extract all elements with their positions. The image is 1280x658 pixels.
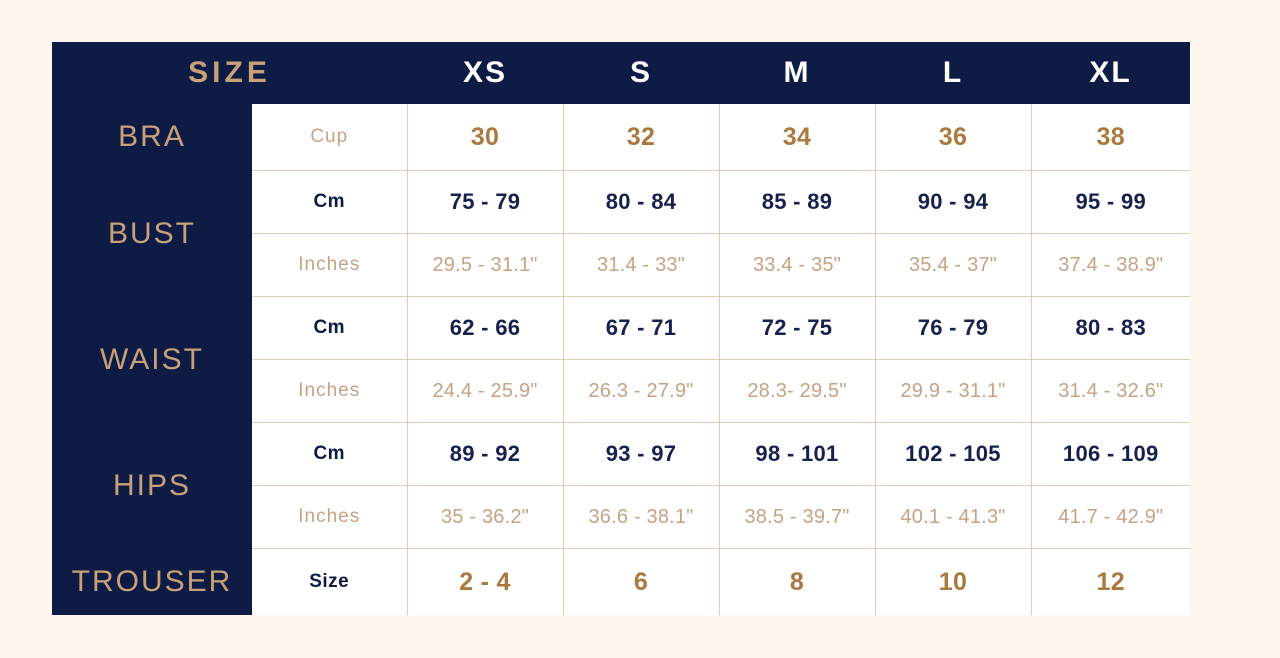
cell-hips-in-xs: 35 - 36.2" [407, 486, 563, 549]
cell-hips-cm-m: 98 - 101 [719, 423, 875, 486]
unit-waist-inches: Inches [252, 360, 407, 423]
unit-bust-inches: Inches [252, 234, 407, 297]
header-col-xl: XL [1031, 42, 1190, 104]
cell-waist-cm-l: 76 - 79 [875, 297, 1031, 360]
table-row-bra [52, 104, 1190, 171]
cell-waist-in-m: 28.3- 29.5" [719, 360, 875, 423]
cell-bust-in-xs: 29.5 - 31.1" [407, 234, 563, 297]
cell-waist-in-s: 26.3 - 27.9" [563, 360, 719, 423]
table-row-trouser [52, 549, 1190, 616]
cell-bra-cup-xl: 38 [1031, 104, 1190, 171]
header-size-label: SIZE [52, 42, 407, 104]
cell-bust-cm-xs: 75 - 79 [407, 171, 563, 234]
cell-trouser-l: 10 [875, 549, 1031, 616]
size-chart-container [52, 42, 1190, 615]
cell-hips-cm-s: 93 - 97 [563, 423, 719, 486]
cell-hips-cm-xs: 89 - 92 [407, 423, 563, 486]
cell-bust-in-m: 33.4 - 35" [719, 234, 875, 297]
row-label-hips: HIPS [52, 423, 252, 549]
cell-waist-in-xs: 24.4 - 25.9" [407, 360, 563, 423]
header-col-xs: XS [407, 42, 563, 104]
cell-waist-in-xl: 31.4 - 32.6" [1031, 360, 1190, 423]
cell-hips-cm-xl: 106 - 109 [1031, 423, 1190, 486]
cell-waist-cm-xl: 80 - 83 [1031, 297, 1190, 360]
cell-bust-in-l: 35.4 - 37" [875, 234, 1031, 297]
cell-hips-in-m: 38.5 - 39.7" [719, 486, 875, 549]
table-header-row [52, 42, 1190, 104]
cell-trouser-xs: 2 - 4 [407, 549, 563, 616]
table-row-waist-cm [52, 297, 1190, 360]
cell-bra-cup-m: 34 [719, 104, 875, 171]
row-label-waist: WAIST [52, 297, 252, 423]
cell-hips-in-l: 40.1 - 41.3" [875, 486, 1031, 549]
header-col-l: L [875, 42, 1031, 104]
cell-bra-cup-s: 32 [563, 104, 719, 171]
table-row-hips-cm [52, 423, 1190, 486]
row-label-bust: BUST [52, 171, 252, 297]
cell-trouser-s: 6 [563, 549, 719, 616]
row-label-bra: BRA [52, 104, 252, 171]
row-label-trouser: TROUSER [52, 549, 252, 616]
cell-bra-cup-xs: 30 [407, 104, 563, 171]
cell-bust-cm-m: 85 - 89 [719, 171, 875, 234]
size-chart-table [52, 42, 1190, 615]
cell-waist-cm-xs: 62 - 66 [407, 297, 563, 360]
header-col-s: S [563, 42, 719, 104]
unit-hips-cm: Cm [252, 423, 407, 486]
cell-bust-cm-s: 80 - 84 [563, 171, 719, 234]
cell-bust-cm-xl: 95 - 99 [1031, 171, 1190, 234]
header-col-m: M [719, 42, 875, 104]
unit-bra-cup: Cup [252, 104, 407, 171]
unit-bust-cm: Cm [252, 171, 407, 234]
cell-trouser-m: 8 [719, 549, 875, 616]
cell-trouser-xl: 12 [1031, 549, 1190, 616]
cell-bra-cup-l: 36 [875, 104, 1031, 171]
unit-trouser-size: Size [252, 549, 407, 616]
cell-bust-in-xl: 37.4 - 38.9" [1031, 234, 1190, 297]
cell-bust-in-s: 31.4 - 33" [563, 234, 719, 297]
cell-bust-cm-l: 90 - 94 [875, 171, 1031, 234]
cell-waist-cm-m: 72 - 75 [719, 297, 875, 360]
unit-waist-cm: Cm [252, 297, 407, 360]
cell-waist-cm-s: 67 - 71 [563, 297, 719, 360]
cell-hips-cm-l: 102 - 105 [875, 423, 1031, 486]
cell-hips-in-xl: 41.7 - 42.9" [1031, 486, 1190, 549]
cell-waist-in-l: 29.9 - 31.1" [875, 360, 1031, 423]
cell-hips-in-s: 36.6 - 38.1" [563, 486, 719, 549]
table-row-bust-cm [52, 171, 1190, 234]
unit-hips-inches: Inches [252, 486, 407, 549]
